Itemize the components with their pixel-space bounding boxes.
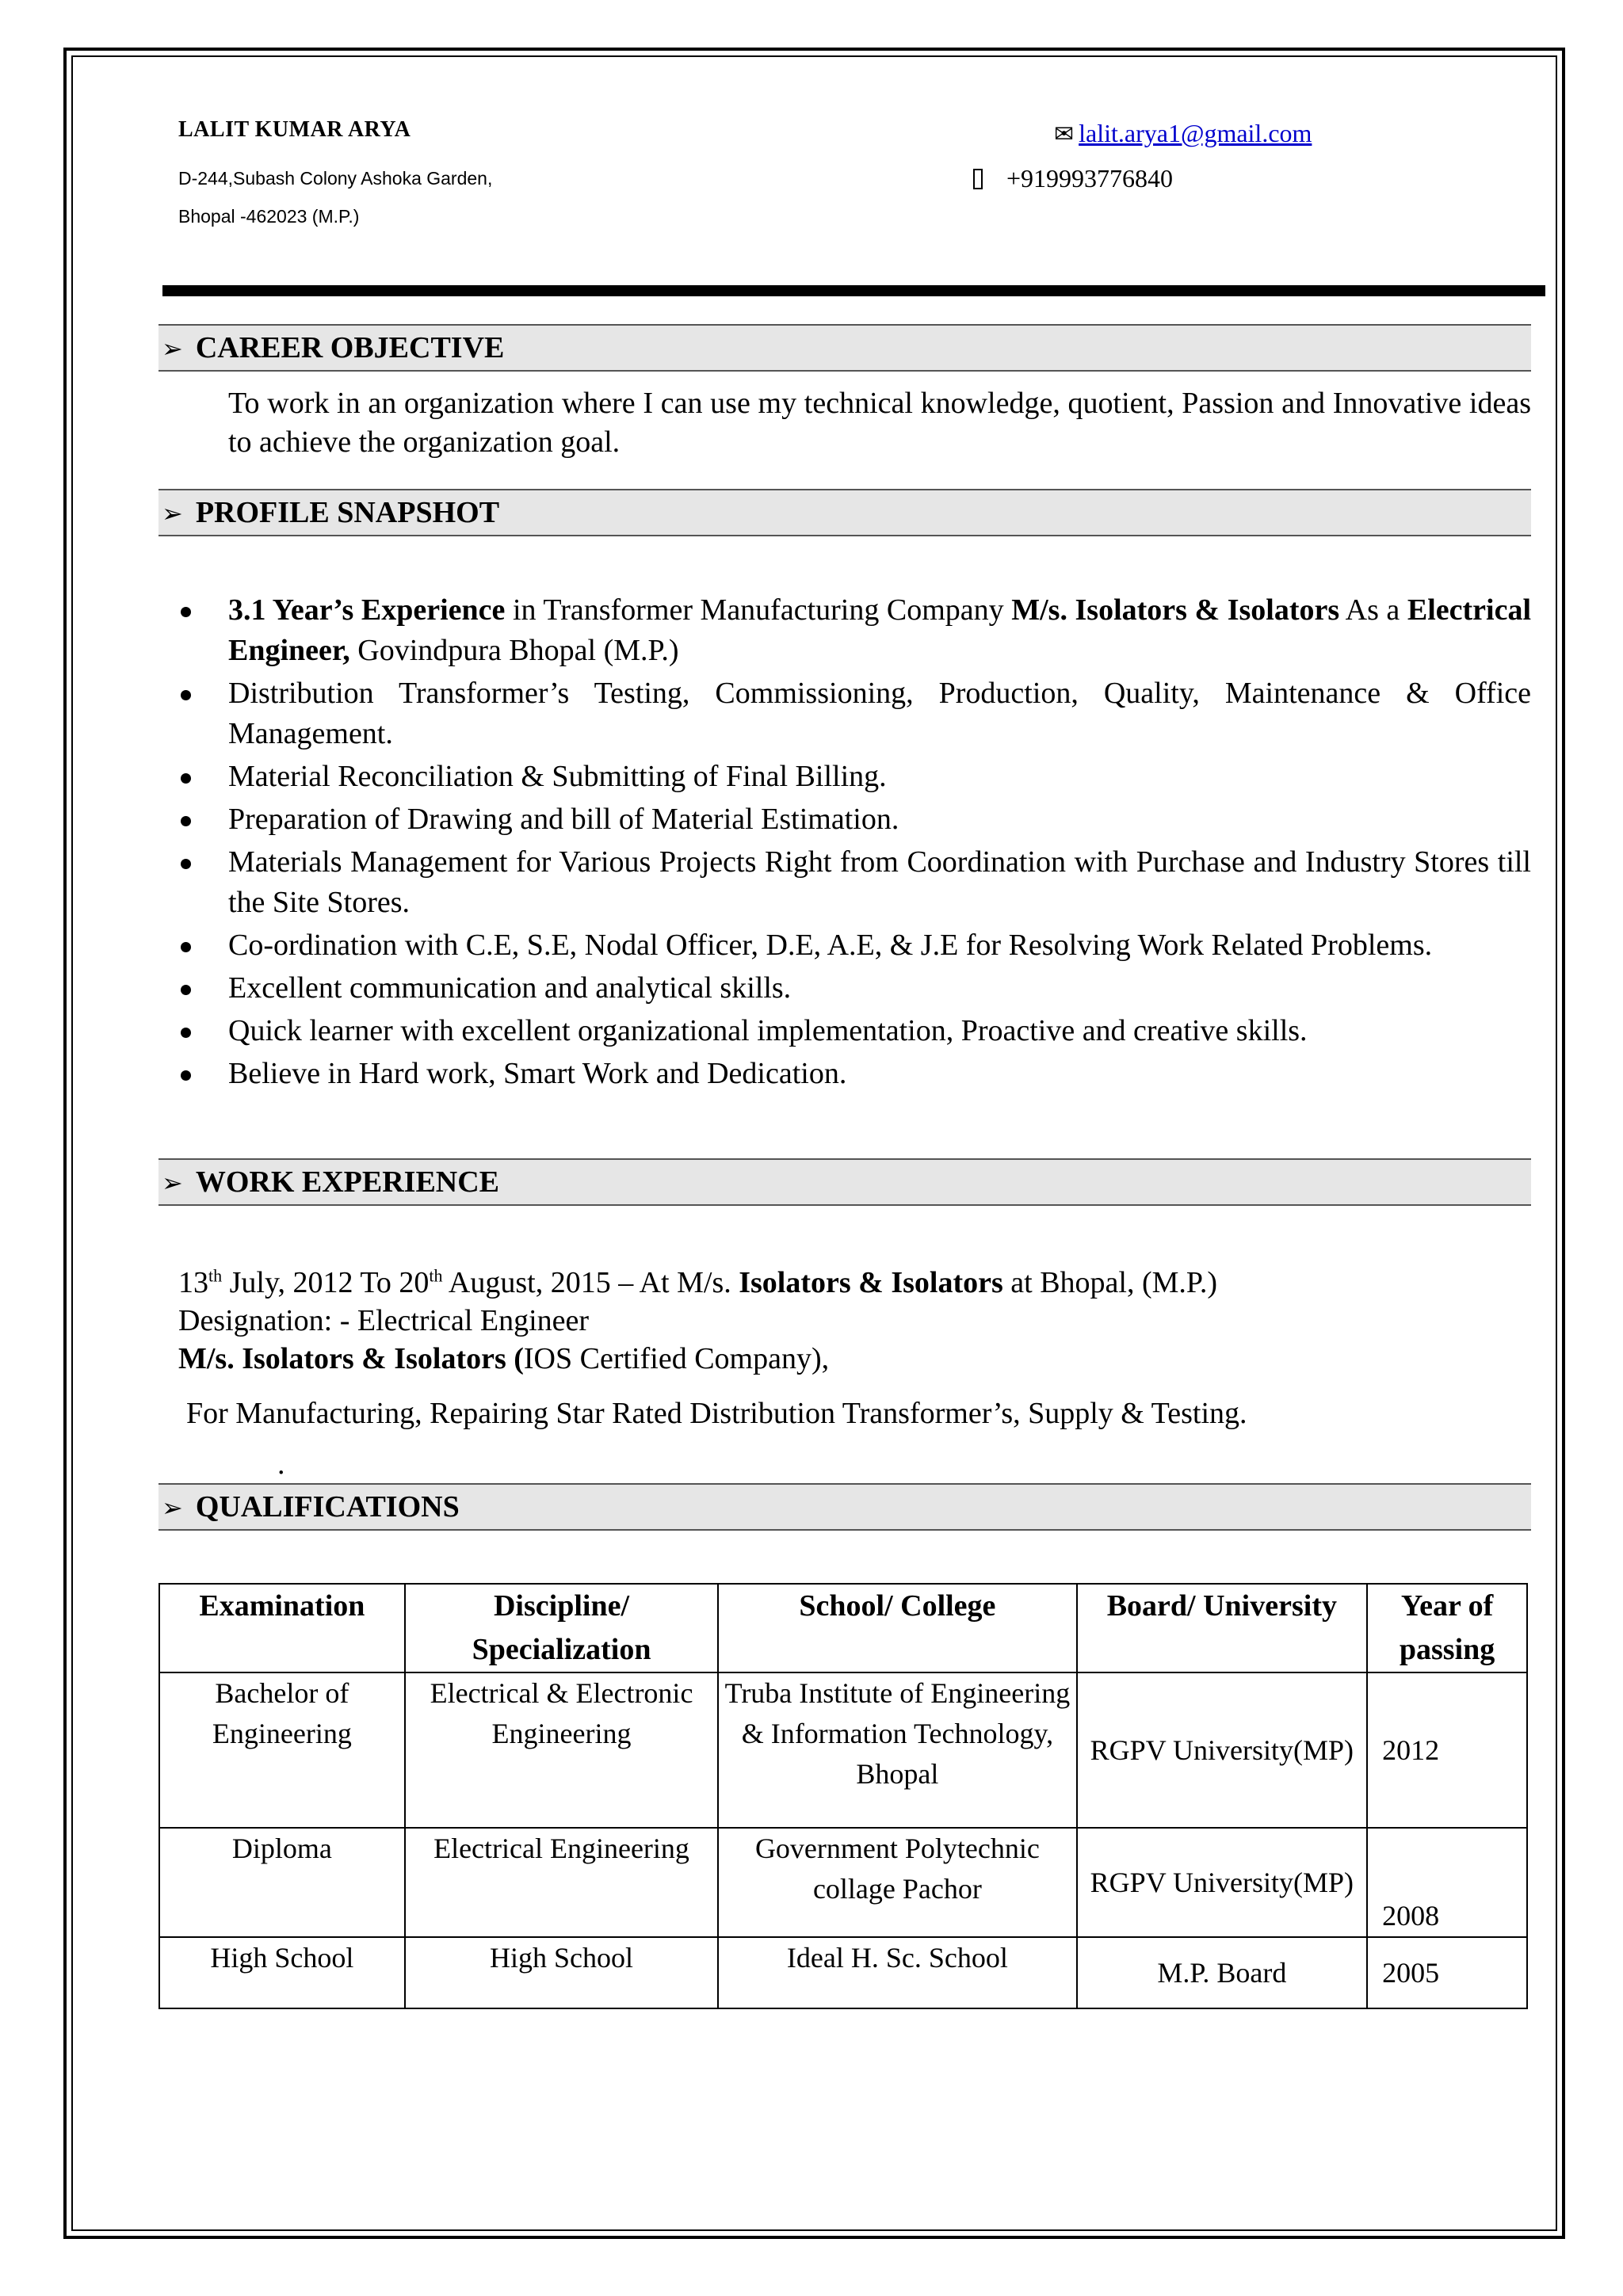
table-header: Year of passing [1367, 1584, 1527, 1672]
list-item: Materials Management for Various Projects Right from Coordination with Purchase and Industry Stores till the Site Stores. [228, 842, 1531, 923]
table-header: Board/ University [1077, 1584, 1368, 1672]
table-cell: Ideal H. Sc. School [718, 1937, 1076, 2008]
list-item: Quick learner with excellent organizational implementation, Proactive and creative skills. [228, 1011, 1531, 1051]
table-cell: High School [159, 1937, 405, 2008]
table-cell: 2012 [1367, 1672, 1527, 1828]
table-cell: RGPV University(MP) [1077, 1828, 1368, 1937]
table-cell: 2008 [1367, 1828, 1527, 1937]
table-row [159, 1672, 1527, 1828]
address-line-1: D-244,Subash Colony Ashoka Garden, [178, 168, 493, 189]
list-item-text: As a [1339, 593, 1407, 627]
header-divider [162, 285, 1545, 296]
section-work-experience [158, 1158, 1531, 1206]
ordinal-suffix: th [429, 1265, 443, 1286]
company-name: M/s. Isolators & Isolators [1011, 593, 1340, 627]
table-row [159, 1828, 1527, 1937]
section-qualifications [158, 1483, 1531, 1531]
company-name: Isolators & Isolators [739, 1266, 1003, 1299]
work-period [178, 1264, 1217, 1302]
envelope-icon: ✉ [1054, 120, 1075, 148]
section-title: QUALIFICATIONS [195, 1490, 460, 1524]
job-title: Electrical Engineer, [228, 593, 1531, 667]
table-cell: Government Polytechnic collage Pachor [718, 1828, 1076, 1937]
table-header: Discipline/ Specialization [405, 1584, 719, 1672]
table-cell: Diploma [159, 1828, 405, 1937]
table-cell: Truba Institute of Engineering & Information Technology, Bhopal [718, 1672, 1076, 1828]
email-link[interactable]: lalit.arya1@gmail.com [1079, 119, 1312, 147]
date-text: July, 2012 To 20 [222, 1266, 430, 1299]
phone-number: +919993776840 [1006, 164, 1174, 193]
table-cell: Electrical Engineering [405, 1828, 719, 1937]
table-header: Examination [159, 1584, 405, 1672]
section-title: PROFILE SNAPSHOT [195, 496, 500, 529]
phone-row [973, 164, 1173, 193]
list-item-text: in Transformer Manufacturing Company [505, 593, 1012, 627]
table-cell: Bachelor of Engineering [159, 1672, 405, 1828]
table-row [159, 1937, 1527, 2008]
table-header-row [159, 1584, 1527, 1672]
arrow-bullet-icon: ➢ [162, 1168, 183, 1198]
section-title: CAREER OBJECTIVE [195, 331, 505, 364]
table-cell: M.P. Board [1077, 1937, 1368, 2008]
list-item: Distribution Transformer’s Testing, Commissioning, Production, Quality, Maintenance & Office Management. [228, 673, 1531, 754]
designation: Designation: - Electrical Engineer [178, 1304, 590, 1337]
phone-icon [973, 169, 983, 189]
table-cell: Electrical & Electronic Engineering [405, 1672, 719, 1828]
start-day: 13 [178, 1266, 208, 1299]
section-profile-snapshot [158, 489, 1531, 536]
section-title: WORK EXPERIENCE [195, 1165, 500, 1199]
table-cell: High School [405, 1937, 719, 2008]
arrow-bullet-icon: ➢ [162, 334, 183, 364]
ordinal-suffix: th [208, 1265, 223, 1286]
list-item [228, 590, 1531, 671]
list-item: Excellent communication and analytical skills. [228, 968, 1531, 1009]
objective-text: To work in an organization where I can use my technical knowledge, quotient, Passion and Innovative ideas to achieve the organization goal. [228, 387, 1531, 459]
table-cell: RGPV University(MP) [1077, 1672, 1368, 1828]
work-location: at Bhopal, (M.P.) [1002, 1266, 1217, 1299]
list-item: Material Reconciliation & Submitting of Final Billing. [228, 757, 1531, 797]
list-item: Co-ordination with C.E, S.E, Nodal Officer, D.E, A.E, & J.E for Resolving Work Related Problems. [228, 925, 1531, 966]
experience-years: 3.1 Year’s Experience [228, 593, 506, 627]
company-certification: IOS Certified Company), [523, 1342, 830, 1375]
list-item-text: Govindpura Bhopal (M.P.) [349, 634, 679, 667]
qualifications-table [158, 1583, 1528, 2009]
company-line [178, 1340, 829, 1378]
arrow-bullet-icon: ➢ [162, 498, 183, 528]
list-item: Believe in Hard work, Smart Work and Dedication. [228, 1054, 1531, 1094]
table-cell: 2005 [1367, 1937, 1527, 2008]
candidate-name: LALIT KUMAR ARYA [178, 117, 411, 142]
date-text: August, 2015 – At M/s. [442, 1266, 739, 1299]
stray-dot: . [277, 1447, 285, 1481]
company-name: M/s. Isolators & Isolators ( [178, 1342, 524, 1375]
table-header: School/ College [718, 1584, 1076, 1672]
email-row [1054, 119, 1312, 148]
arrow-bullet-icon: ➢ [162, 1493, 183, 1523]
section-career-objective [158, 324, 1531, 372]
profile-list [228, 590, 1531, 1097]
list-item: Preparation of Drawing and bill of Material Estimation. [228, 799, 1531, 840]
work-description: For Manufacturing, Repairing Star Rated Distribution Transformer’s, Supply & Testing. [186, 1397, 1247, 1430]
address-line-2: Bhopal -462023 (M.P.) [178, 206, 360, 227]
